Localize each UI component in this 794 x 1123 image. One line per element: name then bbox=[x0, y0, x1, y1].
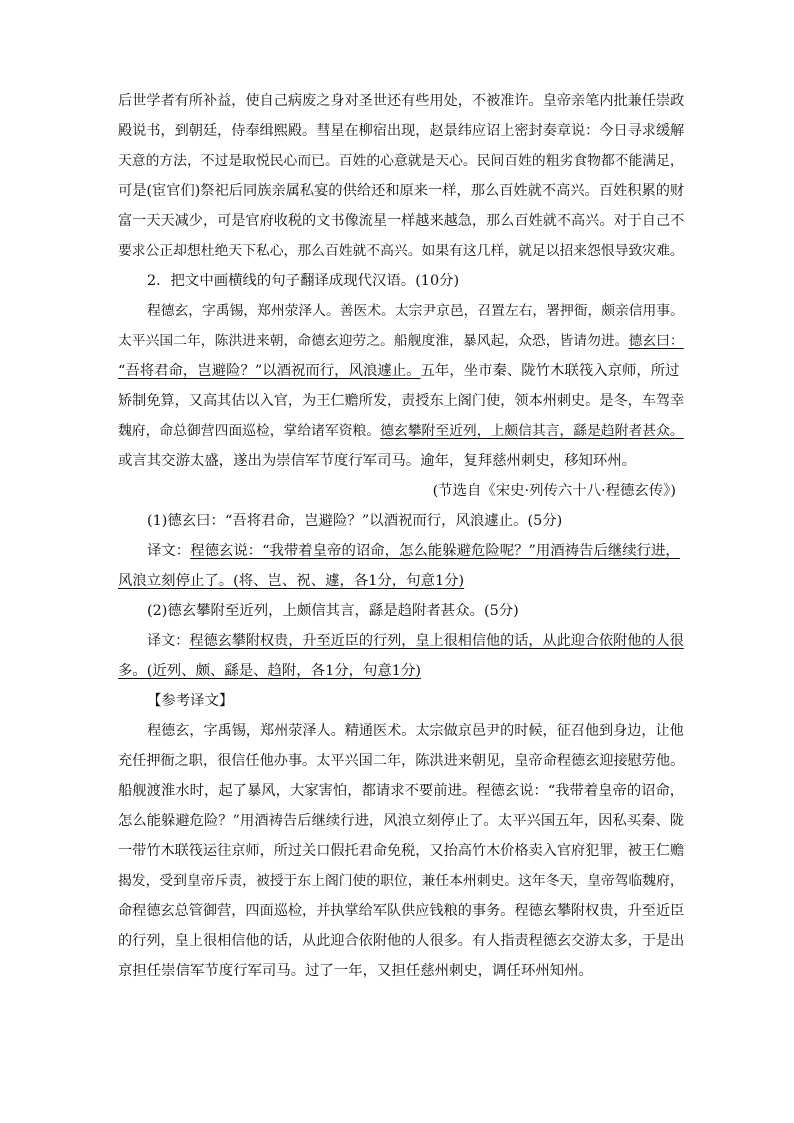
text-line bbox=[118, 716, 684, 746]
underlined-text: 多。(近列、颇、繇是、趋附，各1分，句意1分) bbox=[118, 663, 421, 679]
text-segment: 殿说书，到朝廷，侍奉缉熙殿。彗星在柳宿出现，赵景纬应诏上密封奏章说：今日寻求缓解 bbox=[118, 123, 685, 139]
underlined-text: 风浪立刻停止了。(将、岂、祝、遽，各1分，句意1分) bbox=[118, 573, 465, 589]
text-line bbox=[118, 566, 684, 596]
text-segment: 或言其交游太盛，遂出为崇信军节度行军司马。逾年，复拜慈州刺史，移知环州。 bbox=[118, 453, 637, 469]
text-line bbox=[118, 296, 684, 326]
text-line bbox=[118, 86, 684, 116]
text-segment: 程德玄，字禹锡，郑州荥泽人。精通医术。太宗做京邑尹的时候，征召他到身边，让他 bbox=[147, 723, 684, 739]
text-segment: 矫制免算，又高其估以入官，为王仁赡所发，责授东上阁门使，领本州刺史。是冬，车驾幸 bbox=[118, 393, 685, 409]
underlined-text: 德玄曰： bbox=[628, 333, 684, 349]
text-segment: 后世学者有所补益，使自己病废之身对圣世还有些用处，不被准许。皇帝亲笔内批兼任崇政 bbox=[118, 93, 685, 109]
text-line bbox=[118, 236, 684, 266]
text-line bbox=[118, 596, 684, 626]
text-segment: 怎么能躲避危险？”用酒祷告后继续行进，风浪立刻停止了。太平兴国五年，因私买秦、陇 bbox=[118, 813, 685, 829]
text-line bbox=[118, 776, 684, 806]
text-segment: 译文： bbox=[147, 633, 190, 649]
text-line bbox=[118, 506, 684, 536]
text-line bbox=[118, 746, 684, 776]
text-line bbox=[118, 416, 684, 446]
text-segment: 可是(宦官们)祭祀后同族亲属私宴的供给还和原来一样，那么百姓就不高兴。百姓积累的财 bbox=[118, 183, 685, 199]
underlined-text: 程德玄说：“我带着皇帝的诏命，怎么能躲避危险呢？”用酒祷告后继续行进， bbox=[190, 543, 680, 559]
text-line bbox=[118, 896, 684, 926]
text-line bbox=[118, 866, 684, 896]
text-segment: 要求公正却想杜绝天下私心，那么百姓就不高兴。如果有这几样，就足以招来怨恨导致灾难。 bbox=[118, 243, 684, 259]
text-segment: (2)德玄攀附至近列，上颇信其言，繇是趋附者甚众。(5分) bbox=[147, 603, 519, 619]
text-line bbox=[118, 146, 684, 176]
document-body bbox=[118, 86, 684, 986]
text-segment: 太平兴国二年，陈洪进来朝，命德玄迎劳之。船舰度淮，暴风起，众恐，皆请勿进。 bbox=[118, 333, 629, 349]
text-segment: (节选自《宋史·列传六十八·程德玄传》) bbox=[432, 483, 676, 499]
text-segment: 魏府，命总御营四面巡检，掌给诸军资粮。 bbox=[118, 423, 381, 439]
text-line bbox=[118, 656, 684, 686]
text-segment: 命程德玄总管御营，四面巡检，并执掌给军队供应钱粮的事务。程德玄攀附权贵，升至近臣 bbox=[118, 903, 685, 919]
text-segment: 富一天天减少，可是官府收税的文书像流星一样越来越急，那么百姓就不高兴。对于自己不 bbox=[118, 213, 685, 229]
text-segment: 一带竹木联筏运往京师，所过关口假托君命免税，又抬高竹木价格卖入官府犯罪，被王仁赡 bbox=[118, 843, 685, 859]
text-line bbox=[118, 386, 684, 416]
text-line bbox=[118, 806, 684, 836]
text-line bbox=[118, 446, 684, 476]
text-line bbox=[118, 476, 684, 506]
text-line bbox=[118, 956, 684, 986]
text-segment: 译文： bbox=[147, 543, 191, 559]
text-segment: 船舰渡淮水时，起了暴风，大家害怕，都请求不要前进。程德玄说：“我带着皇帝的诏命， bbox=[118, 783, 685, 799]
text-segment: 五年，坐市秦、陇竹木联筏入京师，所过 bbox=[420, 363, 680, 379]
text-segment: 充任押衙之职，很信任他办事。太平兴国二年，陈洪进来朝见，皇帝命程德玄迎接慰劳他。 bbox=[118, 753, 685, 769]
text-segment: 程德玄，字禹锡，郑州荥泽人。善医术。太宗尹京邑，召置左右，署押衙，颇亲信用事。 bbox=[147, 303, 684, 319]
text-segment: 揭发，受到皇帝斥责，被授于东上阁门使的职位，兼任本州刺史。这年冬天，皇帝驾临魏府， bbox=[118, 873, 684, 889]
text-line bbox=[118, 206, 684, 236]
text-line bbox=[118, 836, 684, 866]
text-line bbox=[118, 356, 684, 386]
text-line bbox=[118, 926, 684, 956]
text-line bbox=[118, 686, 684, 716]
underlined-text: 程德玄攀附权贵，升至近臣的行列，皇上很相信他的话，从此迎合依附他的人很 bbox=[189, 633, 684, 649]
text-segment: 的行列，皇上很相信他的话，从此迎合依附他的人很多。有人指责程德玄交游太多，于是出 bbox=[118, 933, 685, 949]
text-line bbox=[118, 176, 684, 206]
text-segment: 【参考译文】 bbox=[147, 693, 234, 709]
text-line bbox=[118, 266, 684, 296]
underlined-text: “吾将君命，岂避险？”以酒祝而行，风浪遽止。 bbox=[118, 363, 421, 379]
text-segment: 2．把文中画横线的句子翻译成现代汉语。(10分) bbox=[147, 273, 460, 289]
text-line bbox=[118, 536, 684, 566]
text-segment: 京担任崇信军节度行军司马。过了一年，又担任慈州刺史，调任环州知州。 bbox=[118, 963, 593, 979]
underlined-text: 德玄攀附至近列，上颇信其言，繇是趋附者甚众。 bbox=[380, 423, 684, 439]
text-segment: 天意的方法，不过是取悦民心而已。百姓的心意就是天心。民间百姓的粗劣食物都不能满足， bbox=[118, 153, 684, 169]
text-segment: (1)德玄曰：“吾将君命，岂避险？”以酒祝而行，风浪遽止。(5分) bbox=[147, 513, 563, 529]
text-line bbox=[118, 326, 684, 356]
text-line bbox=[118, 626, 684, 656]
text-line bbox=[118, 116, 684, 146]
